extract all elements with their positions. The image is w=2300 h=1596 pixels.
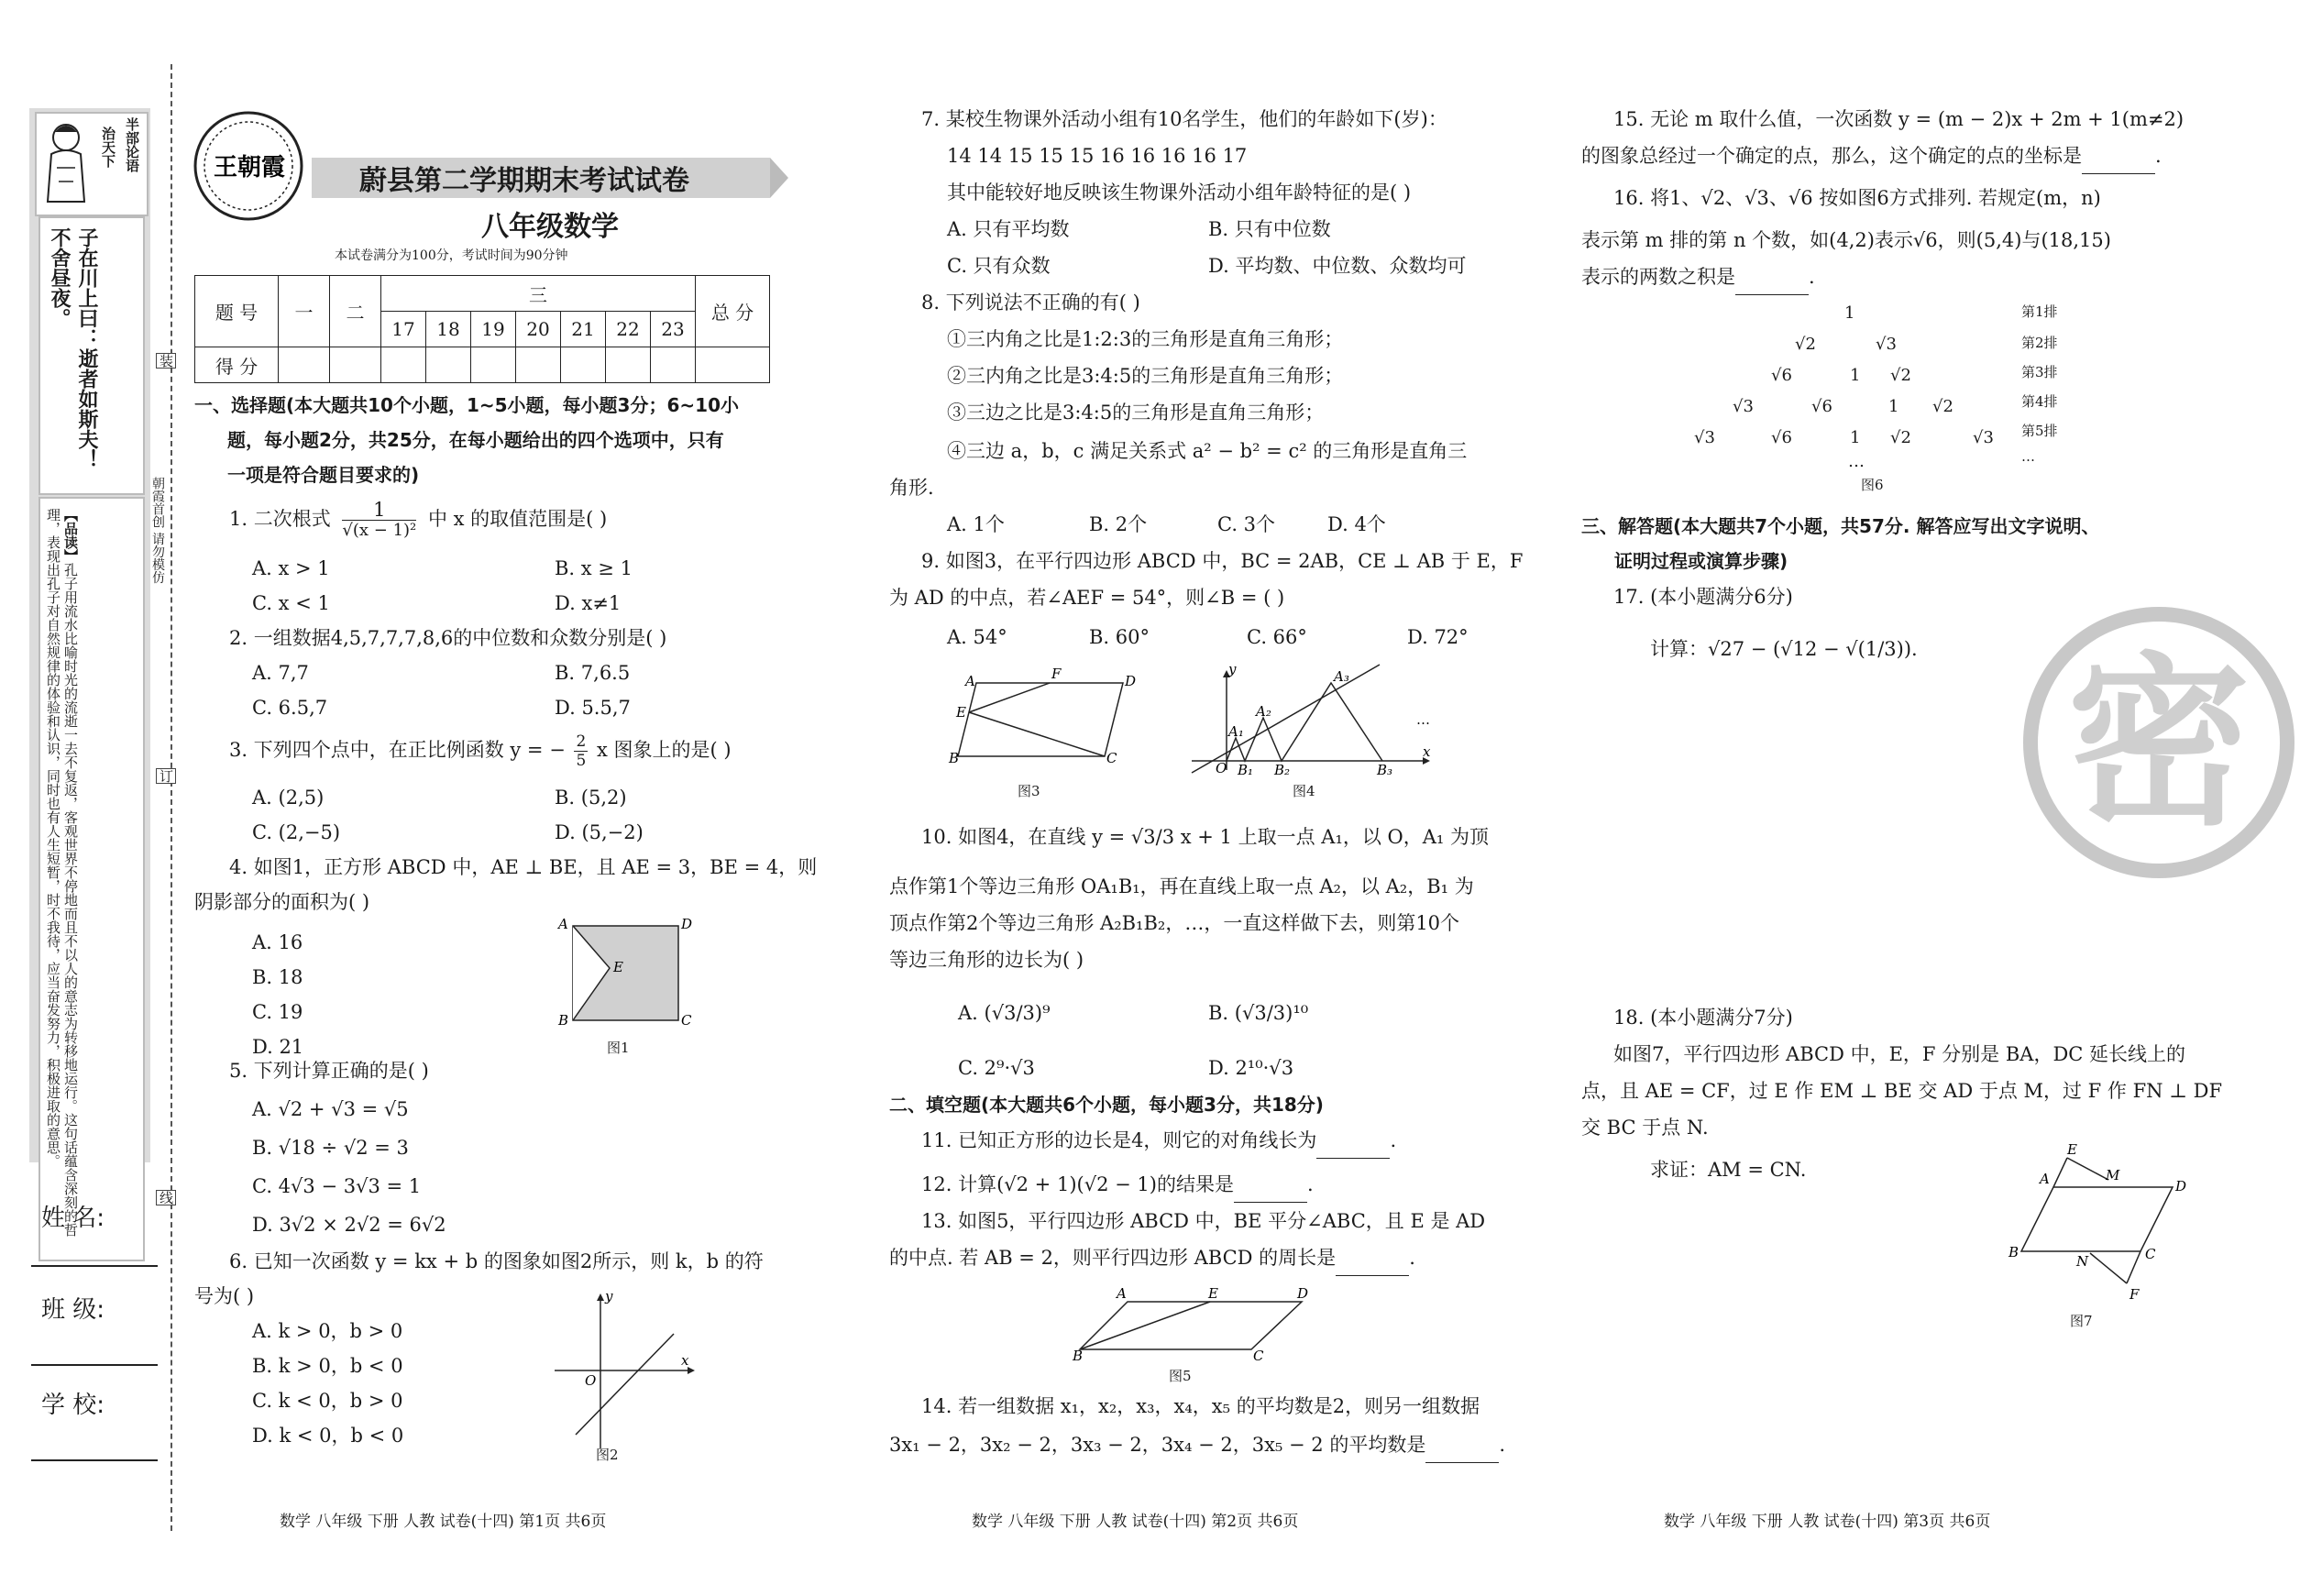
q10-opt-d[interactable]: D. 2¹⁰·√3 [1208,1057,1294,1079]
seal-stamp [2021,605,2296,880]
quote-text: 子在川上曰：逝者如斯夫！不舍昼夜。 [48,227,99,469]
q10-line-3: 顶点作第2个等边三角形 A₂B₁B₂，…，一直这样做下去，则第10个 [889,912,1460,934]
page1-footer: 数学 八年级 下册 人教 试卷(十四) 第1页 共6页 [280,1513,607,1531]
q10-opt-b[interactable]: B. (√3/3)¹⁰ [1208,1002,1309,1024]
svg-text:O: O [585,1372,597,1389]
svg-text:E: E [956,704,966,721]
figure-5-caption: 图5 [1169,1368,1192,1384]
q3-fraction [574,732,588,770]
q11: 11. 已知正方形的边长是4，则它的对角线长为 . [921,1122,1396,1159]
q7-opt-c[interactable]: C. 只有众数 [947,255,1051,277]
score-cell[interactable] [696,347,770,383]
q7-line-1: 7. 某校生物课外活动小组有10名学生，他们的年龄如下(岁)： [921,108,1447,130]
q12-answer-blank[interactable] [1234,1183,1307,1203]
q8: 8. 下列说法不正确的有( ) [921,292,1140,314]
svg-text:B: B [949,750,960,766]
figure-1-caption: 图1 [607,1040,630,1056]
fig6-cell: √6 [1771,428,1792,447]
svg-text:M: M [2106,1167,2120,1183]
q18-line-2: 点，且 AE = CF，过 E 作 EM ⊥ BE 交 AD 于点 M，过 F 作 FN ⊥ DF [1581,1080,2223,1102]
q1-tail: 中 x 的取值范围是( ) [427,508,608,530]
q14-line-2: 3x₁ − 2，3x₂ − 2，3x₃ − 2，3x₄ − 2，3x₅ − 2 的平均数是 . [889,1426,1505,1463]
q6-opt-b[interactable]: B. k > 0，b < 0 [252,1355,403,1377]
svg-text:A₁: A₁ [1228,723,1244,740]
q6-opt-c[interactable]: C. k < 0，b > 0 [252,1390,403,1412]
section1-line: 一项是符合题目要求的) [227,464,420,486]
svg-text:F: F [1051,666,1062,682]
score-cell[interactable] [471,347,516,383]
q1-fraction [342,500,416,541]
confucius-icon [39,117,94,209]
q16-line-1: 16. 将1、√2、√3、√6 按如图6方式排列. 若规定(m，n) [1613,187,2101,209]
score-sub-19: 19 [471,312,516,347]
score-cell[interactable] [279,347,330,383]
figure-1 [555,915,692,1034]
score-cell[interactable] [516,347,561,383]
q7-opt-d[interactable]: D. 平均数、中位数、众数均可 [1208,255,1467,277]
q2: 2. 一组数据4,5,7,7,7,8,6的中位数和众数分别是( ) [229,627,667,649]
fig6-row-label: 第1排 [2021,303,2058,320]
binding-line [171,64,172,1531]
q7-opt-b[interactable]: B. 只有中位数 [1208,218,1331,240]
svg-text:y: y [1228,661,1237,677]
q11-answer-blank[interactable] [1316,1139,1390,1159]
brand-logo [188,105,316,225]
score-cell[interactable] [381,347,426,383]
svg-text:C: C [1106,750,1117,766]
q5: 5. 下列计算正确的是( ) [229,1060,429,1082]
svg-text:D: D [1297,1285,1309,1302]
quote-box [39,216,145,495]
q1-opt-a[interactable]: A. x > 1 [252,557,330,579]
svg-text:…: … [1416,711,1430,728]
score-table [194,275,770,383]
class-label: 班 级: [41,1296,105,1324]
margin-note-1: 装 [158,354,174,368]
fig6-row-label: 第4排 [2021,393,2058,410]
figure-4-caption: 图4 [1293,783,1315,799]
q17: 17. (本小题满分6分) [1613,586,1793,608]
svg-text:A: A [2040,1171,2050,1187]
seal-stamp-text: 密 [2067,635,2251,851]
score-header-1: 一 [279,276,330,347]
svg-text:B₂: B₂ [1274,762,1291,778]
q10-opt-a[interactable]: A. (√3/3)⁹ [958,1002,1051,1024]
svg-text:B: B [1073,1348,1084,1364]
q3-opt-b[interactable]: B. (5,2) [555,787,627,809]
fig6-cell: √3 [1876,335,1897,354]
q9-line-2: 为 AD 的中点，若∠AEF = 54°，则∠B = ( ) [889,587,1285,609]
fig6-cell: 1 [1850,428,1861,447]
section3-line: 证明过程或演算步骤) [1614,550,1788,572]
reading-box [39,497,145,1261]
svg-text:D: D [681,916,693,932]
fig6-cell: √6 [1771,366,1792,385]
name-label: 姓 名: [41,1205,105,1232]
q14-text: 3x₁ − 2，3x₂ − 2，3x₃ − 2，3x₄ − 2，3x₅ − 2 的平均数是 [889,1434,1426,1456]
svg-text:D: D [1125,673,1137,689]
fig6-cell: √2 [1795,335,1816,354]
q4-line-2: 阴影部分的面积为( ) [194,891,370,913]
fig6-row-label: 第5排 [2021,423,2058,439]
q11-text: 11. 已知正方形的边长是4，则它的对角线长为 [921,1129,1317,1151]
score-cell[interactable] [651,347,696,383]
svg-text:y: y [605,1288,613,1304]
q9-line-1: 9. 如图3，在平行四边形 ABCD 中，BC = 2AB，CE ⊥ AB 于 E，F [921,550,1524,572]
score-cell[interactable] [330,347,381,383]
q13-text: 的中点. 若 AB = 2，则平行四边形 ABCD 的周长是 [889,1247,1337,1269]
svg-text:A: A [965,673,975,689]
q14-answer-blank[interactable] [1425,1444,1499,1463]
svg-text:A: A [558,916,568,932]
score-header-qnum: 题 号 [195,276,279,347]
fig6-cell: √3 [1973,428,1994,447]
svg-text:C: C [681,1012,692,1029]
q2-opt-d[interactable]: D. 5.5,7 [555,697,631,719]
q12-text: 12. 计算(√2 + 1)(√2 − 1)的结果是 [921,1173,1234,1195]
q1-opt-c[interactable]: C. x < 1 [252,592,330,614]
q1 [229,500,607,541]
q13-line-1: 13. 如图5，平行四边形 ABCD 中，BE 平分∠ABC，且 E 是 AD [921,1210,1486,1232]
fig6-cell: √3 [1733,397,1754,416]
page3-footer: 数学 八年级 下册 人教 试卷(十四) 第3页 共6页 [1664,1513,1991,1531]
figure-6-caption: 图6 [1861,477,1884,493]
q7-line-2: 14 14 15 15 15 16 16 16 16 17 [947,145,1248,167]
section2-heading: 二、填空题(本大题共6个小题，每小题3分，共18分) [889,1094,1324,1116]
figure-3-caption: 图3 [1018,783,1040,799]
svg-text:A₃: A₃ [1334,668,1349,685]
q6-opt-d[interactable]: D. k < 0，b < 0 [252,1425,404,1447]
fig6-cell: 1 [1850,366,1861,385]
q4-opt-b[interactable]: B. 18 [252,966,303,988]
score-sub-22: 22 [606,312,651,347]
q17-answer-area[interactable] [1613,678,1998,981]
q3-tail: x 图象上的是( ) [597,739,732,761]
q16-line-2: 表示第 m 排的第 n 个数，如(4,2)表示√6，则(5,4)与(18,15) [1581,229,2111,251]
q4-line-1: 4. 如图1，正方形 ABCD 中，AE ⊥ BE，且 AE = 3，BE = 4，则 [229,856,818,878]
section1-line: 题，每小题2分，共25分，在每小题给出的四个选项中，只有 [227,429,724,451]
q16-line-3: 表示的两数之积是 . [1581,259,1815,295]
q7-line-3: 其中能较好地反映该生物课外活动小组年龄特征的是( ) [947,182,1412,204]
fig6-more: … [2021,448,2035,465]
q8-opt-b[interactable]: B. 2个 [1089,513,1148,535]
q8-opt-d[interactable]: D. 4个 [1327,513,1386,535]
q8-item-4: ④三边 a，b，c 满足关系式 a² − b² = c² 的三角形是直角三 [947,440,1468,462]
q10-line-1: 10. 如图4，在直线 y = √3/3 x + 1 上取一点 A₁，以 O，A₁ 为顶 [921,826,1490,848]
fig6-cell: √2 [1890,366,1911,385]
motto-col-2: 治天下 [100,127,116,168]
q5-opt-c[interactable]: C. 4√3 − 3√3 = 1 [252,1175,422,1197]
fig6-row-label: 第2排 [2021,335,2058,351]
figure-7-caption: 图7 [2070,1313,2093,1329]
figure-5 [1073,1285,1311,1364]
svg-text:C: C [2145,1246,2156,1262]
score-sub-17: 17 [381,312,426,347]
svg-text:C: C [1253,1348,1264,1364]
fig6-cell: 1 [1844,303,1855,323]
svg-text:B: B [558,1012,569,1029]
score-header-total: 总 分 [696,276,770,347]
figure-2 [550,1288,706,1453]
q18-line-1: 如图7，平行四边形 ABCD 中，E，F 分别是 BA，DC 延长线上的 [1613,1043,2186,1065]
q1-num: 1 [342,500,416,521]
q15-line-1: 15. 无论 m 取什么值，一次函数 y = (m − 2)x + 2m + 1(m≠2) [1613,108,2184,130]
svg-text:N: N [2076,1253,2089,1270]
q3-opt-c[interactable]: C. (2,−5) [252,821,341,843]
svg-text:E: E [2067,1141,2077,1158]
brand-logo-text: 王朝霞 [214,154,286,182]
q2-opt-c[interactable]: C. 6.5,7 [252,697,328,719]
score-sub-23: 23 [651,312,696,347]
q18: 18. (本小题满分7分) [1613,1007,1793,1029]
exam-title: 蔚县第二学期期末考试试卷 [359,165,689,197]
name-line[interactable] [31,1265,158,1267]
reading-body: 孔子用流水比喻时光的流逝一去不复返，客观世界不停地而且不以人的意志为转移地运行。这句话蕴含深刻的哲理，表现出孔子对自然规律的体验和认识，同时也有人生短暂，时不我待，应当奋发努力，积极进取的意思。 [45,508,79,1237]
q2-opt-a[interactable]: A. 7,7 [252,662,309,684]
figure-4 [1183,655,1439,778]
fig6-cell: √2 [1932,397,1953,416]
q3-num: 2 [576,732,587,751]
q9-opt-d[interactable]: D. 72° [1407,626,1469,648]
q1-opt-b[interactable]: B. x ≥ 1 [555,557,633,579]
q18-line-3: 交 BC 于点 N. [1581,1117,1709,1139]
page2-footer: 数学 八年级 下册 人教 试卷(十四) 第2页 共6页 [972,1513,1299,1531]
q6-line-1: 6. 已知一次函数 y = kx + b 的图象如图2所示，则 k，b 的符 [229,1250,764,1272]
q5-opt-a[interactable]: A. √2 + √3 = √5 [252,1098,409,1120]
svg-text:D: D [2175,1178,2187,1194]
q3-text: 3. 下列四个点中，在正比例函数 y = − [229,739,566,761]
q8-item-2: ②三内角之比是3:4:5的三角形是直角三角形； [947,365,1344,387]
school-line[interactable] [31,1459,158,1461]
svg-text:A₂: A₂ [1256,703,1271,720]
q15-line-2: 的图象总经过一个确定的点，那么，这个确定的点的坐标是 . [1581,138,2162,174]
q9-opt-a[interactable]: A. 54° [947,626,1007,648]
margin-note-3: 订 [158,769,174,783]
q1-den: √(x − 1)² [342,521,417,540]
score-sub-21: 21 [561,312,606,347]
section1-line: 一、选择题(本大题共10个小题，1~5小题，每小题3分；6~10小 [194,394,739,416]
reading-text [44,508,79,1250]
motto-col-1: 半部论语 [124,117,140,172]
q15-answer-blank[interactable] [2082,155,2155,174]
fig6-row-label: 第3排 [2021,364,2058,380]
svg-text:x: x [1423,743,1431,760]
score-sub-18: 18 [426,312,471,347]
figure-7 [2003,1141,2214,1306]
class-line[interactable] [31,1364,158,1366]
section3-heading [1581,509,2099,578]
score-cell[interactable] [426,347,471,383]
svg-text:B₁: B₁ [1238,762,1254,778]
svg-text:F: F [2129,1286,2140,1303]
q8-opt-a[interactable]: A. 1个 [947,513,1005,535]
q2-opt-b[interactable]: B. 7,6.5 [555,662,631,684]
q10-line-2: 点作第1个等边三角形 OA₁B₁，再在直线上取一点 A₂，以 A₂，B₁ 为 [889,875,1474,897]
figure-3 [949,666,1137,770]
score-sub-20: 20 [516,312,561,347]
q3-den: 5 [576,752,587,770]
q6-opt-a[interactable]: A. k > 0，b > 0 [252,1320,403,1342]
section3-line: 三、解答题(本大题共7个小题，共57分. 解答应写出文字说明、 [1581,515,2100,537]
svg-text:B: B [2008,1244,2019,1260]
score-header-3: 三 [381,276,696,312]
reading-label: 【品读】 [62,508,79,563]
exam-subtitle: 八年级数学 [481,211,619,243]
svg-text:A: A [1117,1285,1127,1302]
q8-item-4b: 角形. [889,477,934,499]
score-cell[interactable] [606,347,651,383]
section1-heading [194,388,739,492]
q18-prove: 求证：AM = CN. [1650,1159,1807,1181]
q17-calc: 计算：√27 − (√12 − √(1/3)). [1650,638,1918,660]
fig6-cell: 1 [1888,397,1899,416]
margin-note-2: 朝霞首创 请勿模仿 [150,477,165,660]
q14-line-1: 14. 若一组数据 x₁，x₂，x₃，x₄，x₅ 的平均数是2，则另一组数据 [921,1395,1480,1417]
q3 [229,732,732,770]
q16-text: 表示的两数之积是 [1581,266,1735,288]
svg-text:E: E [1208,1285,1218,1302]
score-row-label: 得 分 [195,347,279,383]
q7-opt-a[interactable]: A. 只有平均数 [947,218,1070,240]
figure-2-caption: 图2 [596,1447,619,1463]
q4-opt-d[interactable]: D. 21 [252,1036,304,1058]
q10-line-4: 等边三角形的边长为( ) [889,949,1084,971]
q9-opt-c[interactable]: C. 66° [1247,626,1307,648]
score-cell[interactable] [561,347,606,383]
margin-note-4: 线 [158,1191,174,1205]
q4-opt-c[interactable]: C. 19 [252,1001,303,1023]
q3-opt-a[interactable]: A. (2,5) [252,787,325,809]
q12: 12. 计算(√2 + 1)(√2 − 1)的结果是 . [921,1166,1314,1203]
svg-text:B₃: B₃ [1377,762,1393,778]
q9-opt-b[interactable]: B. 60° [1089,626,1150,648]
q1-opt-d[interactable]: D. x≠1 [555,592,622,614]
q1-text: 1. 二次根式 [229,508,331,530]
q16-answer-blank[interactable] [1735,276,1809,295]
q10-opt-c[interactable]: C. 2⁹·√3 [958,1057,1035,1079]
fig6-cell: √3 [1694,428,1715,447]
svg-text:x: x [681,1352,689,1369]
fig6-cell: √2 [1890,428,1911,447]
q5-opt-b[interactable]: B. √18 ÷ √2 = 3 [252,1137,409,1159]
q13-line-2: 的中点. 若 AB = 2，则平行四边形 ABCD 的周长是 . [889,1239,1415,1276]
school-label: 学 校: [41,1392,105,1419]
q8-item-3: ③三边之比是3:4:5的三角形是直角三角形； [947,402,1325,424]
exam-note: 本试卷满分为100分，考试时间为90分钟 [335,248,568,263]
q6-line-2: 号为( ) [194,1285,255,1307]
score-header-2: 二 [330,276,381,347]
q8-opt-c[interactable]: C. 3个 [1217,513,1276,535]
q8-item-1: ①三内角之比是1:2:3的三角形是直角三角形； [947,328,1344,350]
q5-opt-d[interactable]: D. 3√2 × 2√2 = 6√2 [252,1214,446,1236]
fig6-cell: √6 [1811,397,1832,416]
motto-box [35,112,149,216]
q13-answer-blank[interactable] [1336,1257,1409,1276]
q15-text: 的图象总经过一个确定的点，那么，这个确定的点的坐标是 [1581,145,2082,167]
q3-opt-d[interactable]: D. (5,−2) [555,821,644,843]
fig6-cell: … [1848,452,1865,471]
svg-text:O: O [1216,760,1227,776]
q4-opt-a[interactable]: A. 16 [252,931,303,953]
svg-text:E: E [613,959,623,975]
